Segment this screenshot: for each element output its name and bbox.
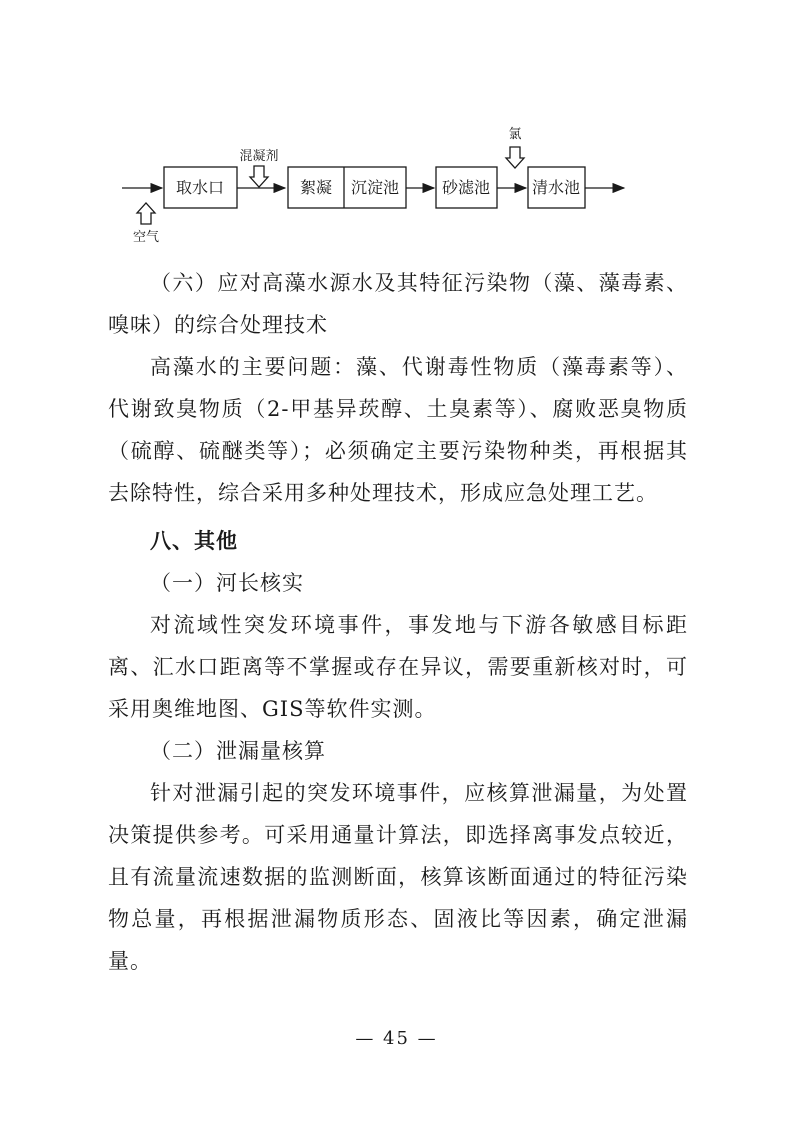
air-arrow-icon (137, 203, 155, 224)
chlorine-arrow-icon (506, 147, 524, 168)
air-label: 空气 (132, 230, 160, 245)
coagulant-label: 混凝剂 (239, 149, 279, 164)
coagulant-arrow-icon (250, 166, 268, 187)
clear-water-label: 清水池 (531, 178, 581, 197)
section-heading-8: 八、其他 (150, 528, 238, 553)
subheading-leak-estimate: （二）泄漏量核算 (150, 739, 326, 763)
subheading-river-length: （一）河长核实 (150, 571, 304, 595)
section-heading-6: （六）应对高藻水源水及其特征污染物（藻、藻毒素、嗅味）的综合处理技术 (108, 271, 688, 337)
sedimentation-label: 沉淀池 (350, 178, 400, 197)
intake-label: 取水口 (175, 178, 225, 197)
page-number: — 45 — (355, 1028, 438, 1049)
paragraph-leak-estimate: 针对泄漏引起的突发环境事件，应核算泄漏量，为处置决策提供参考。可采用通量计算法，即选择离事发点较近，且有流量流速数据的监测断面，核算该断面通过的特征污染物总量，再根据泄漏物质形态、固液比等因素，确定泄漏量。 (108, 781, 688, 973)
chlorine-label: 氯 (508, 127, 522, 142)
paragraph-river-length: 对流域性突发环境事件，事发地与下游各敏感目标距离、汇水口距离等不掌握或存在异议，需要重新核对时，可采用奥维地图、GIS等软件实测。 (108, 613, 688, 721)
flocculation-label: 絮凝 (299, 178, 333, 197)
treatment-process-diagram (0, 0, 793, 260)
sand-filter-label: 砂滤池 (441, 178, 491, 197)
paragraph-algae: 高藻水的主要问题：藻、代谢毒性物质（藻毒素等）、代谢致臭物质（2-甲基异莰醇、土臭素等）、腐败恶臭物质（硫醇、硫醚类等）；必须确定主要污染物种类，再根据其去除特性，综合采用多种处理技术，形成应急处理工艺。 (108, 355, 688, 505)
